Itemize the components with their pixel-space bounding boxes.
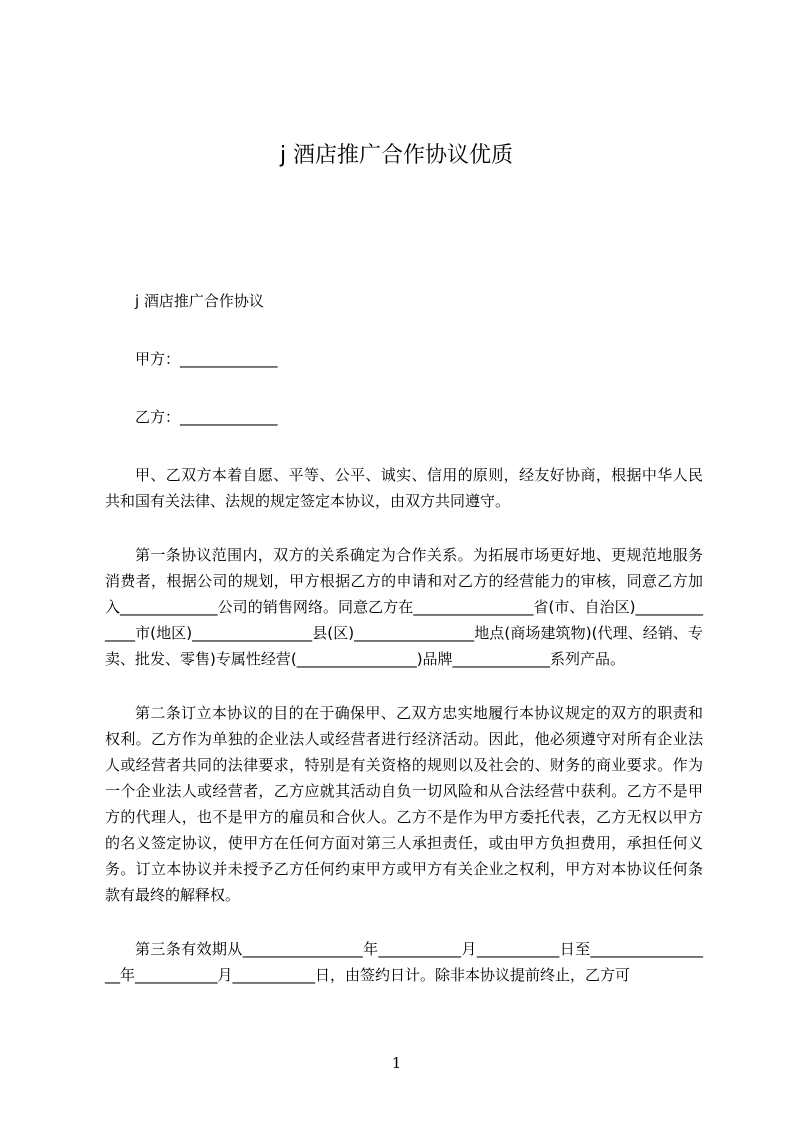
paragraph-party-a: 甲方：_____________ [135, 350, 278, 368]
page-number: 1 [391, 1054, 402, 1072]
document-title: j 酒店推广合作协议优质 [279, 143, 514, 168]
paragraph-party-b: 乙方：_____________ [135, 408, 278, 426]
paragraph-article-3: 第三条有效期从________________年___________月___________日至_________________年___________月___________日，由签约日计。除非本协议提前终止，乙方可 [105, 940, 703, 984]
paragraph-heading: j 酒店推广合作协议 [135, 292, 264, 310]
paragraph-article-1: 第一条协议范围内，双方的关系确定为合作关系。为拓展市场更好地、更规范地服务消费者，根据公司的规划，甲方根据乙方的申请和对乙方的经营能力的审核，同意乙方加入_____________公司的销售网络。同意乙方在________________省(市、自治区)_____________市(地区)________________县(区)________________地点(商场建筑物)(代理、经销、专卖、批发、零售)专属性经营(________________)品牌_____________系列产品。 [105, 546, 703, 668]
document-body [105, 288, 703, 1016]
paragraph-preamble: 甲、乙双方本着自愿、平等、公平、诚实、信用的原则，经友好协商，根据中华人民共和国有关法律、法规的规定签定本协议，由双方共同遵守。 [105, 466, 703, 510]
paragraph-article-2: 第二条订立本协议的目的在于确保甲、乙双方忠实地履行本协议规定的双方的职责和权利。乙方作为单独的企业法人或经营者进行经济活动。因此，他必须遵守对所有企业法人或经营者共同的法律要求，特别是有关资格的规则以及社会的、财务的商业要求。作为一个企业法人或经营者，乙方应就其活动自负一切风险和从合法经营中获利。乙方不是甲方的代理人，也不是甲方的雇员和合伙人。乙方不是作为甲方委托代表，乙方无权以甲方的名义签定协议，使甲方在任何方面对第三人承担责任，或由甲方负担费用，承担任何义务。订立本协议并未授予乙方任何约束甲方或甲方有关企业之权利，甲方对本协议任何条款有最终的解释权。 [105, 704, 703, 904]
